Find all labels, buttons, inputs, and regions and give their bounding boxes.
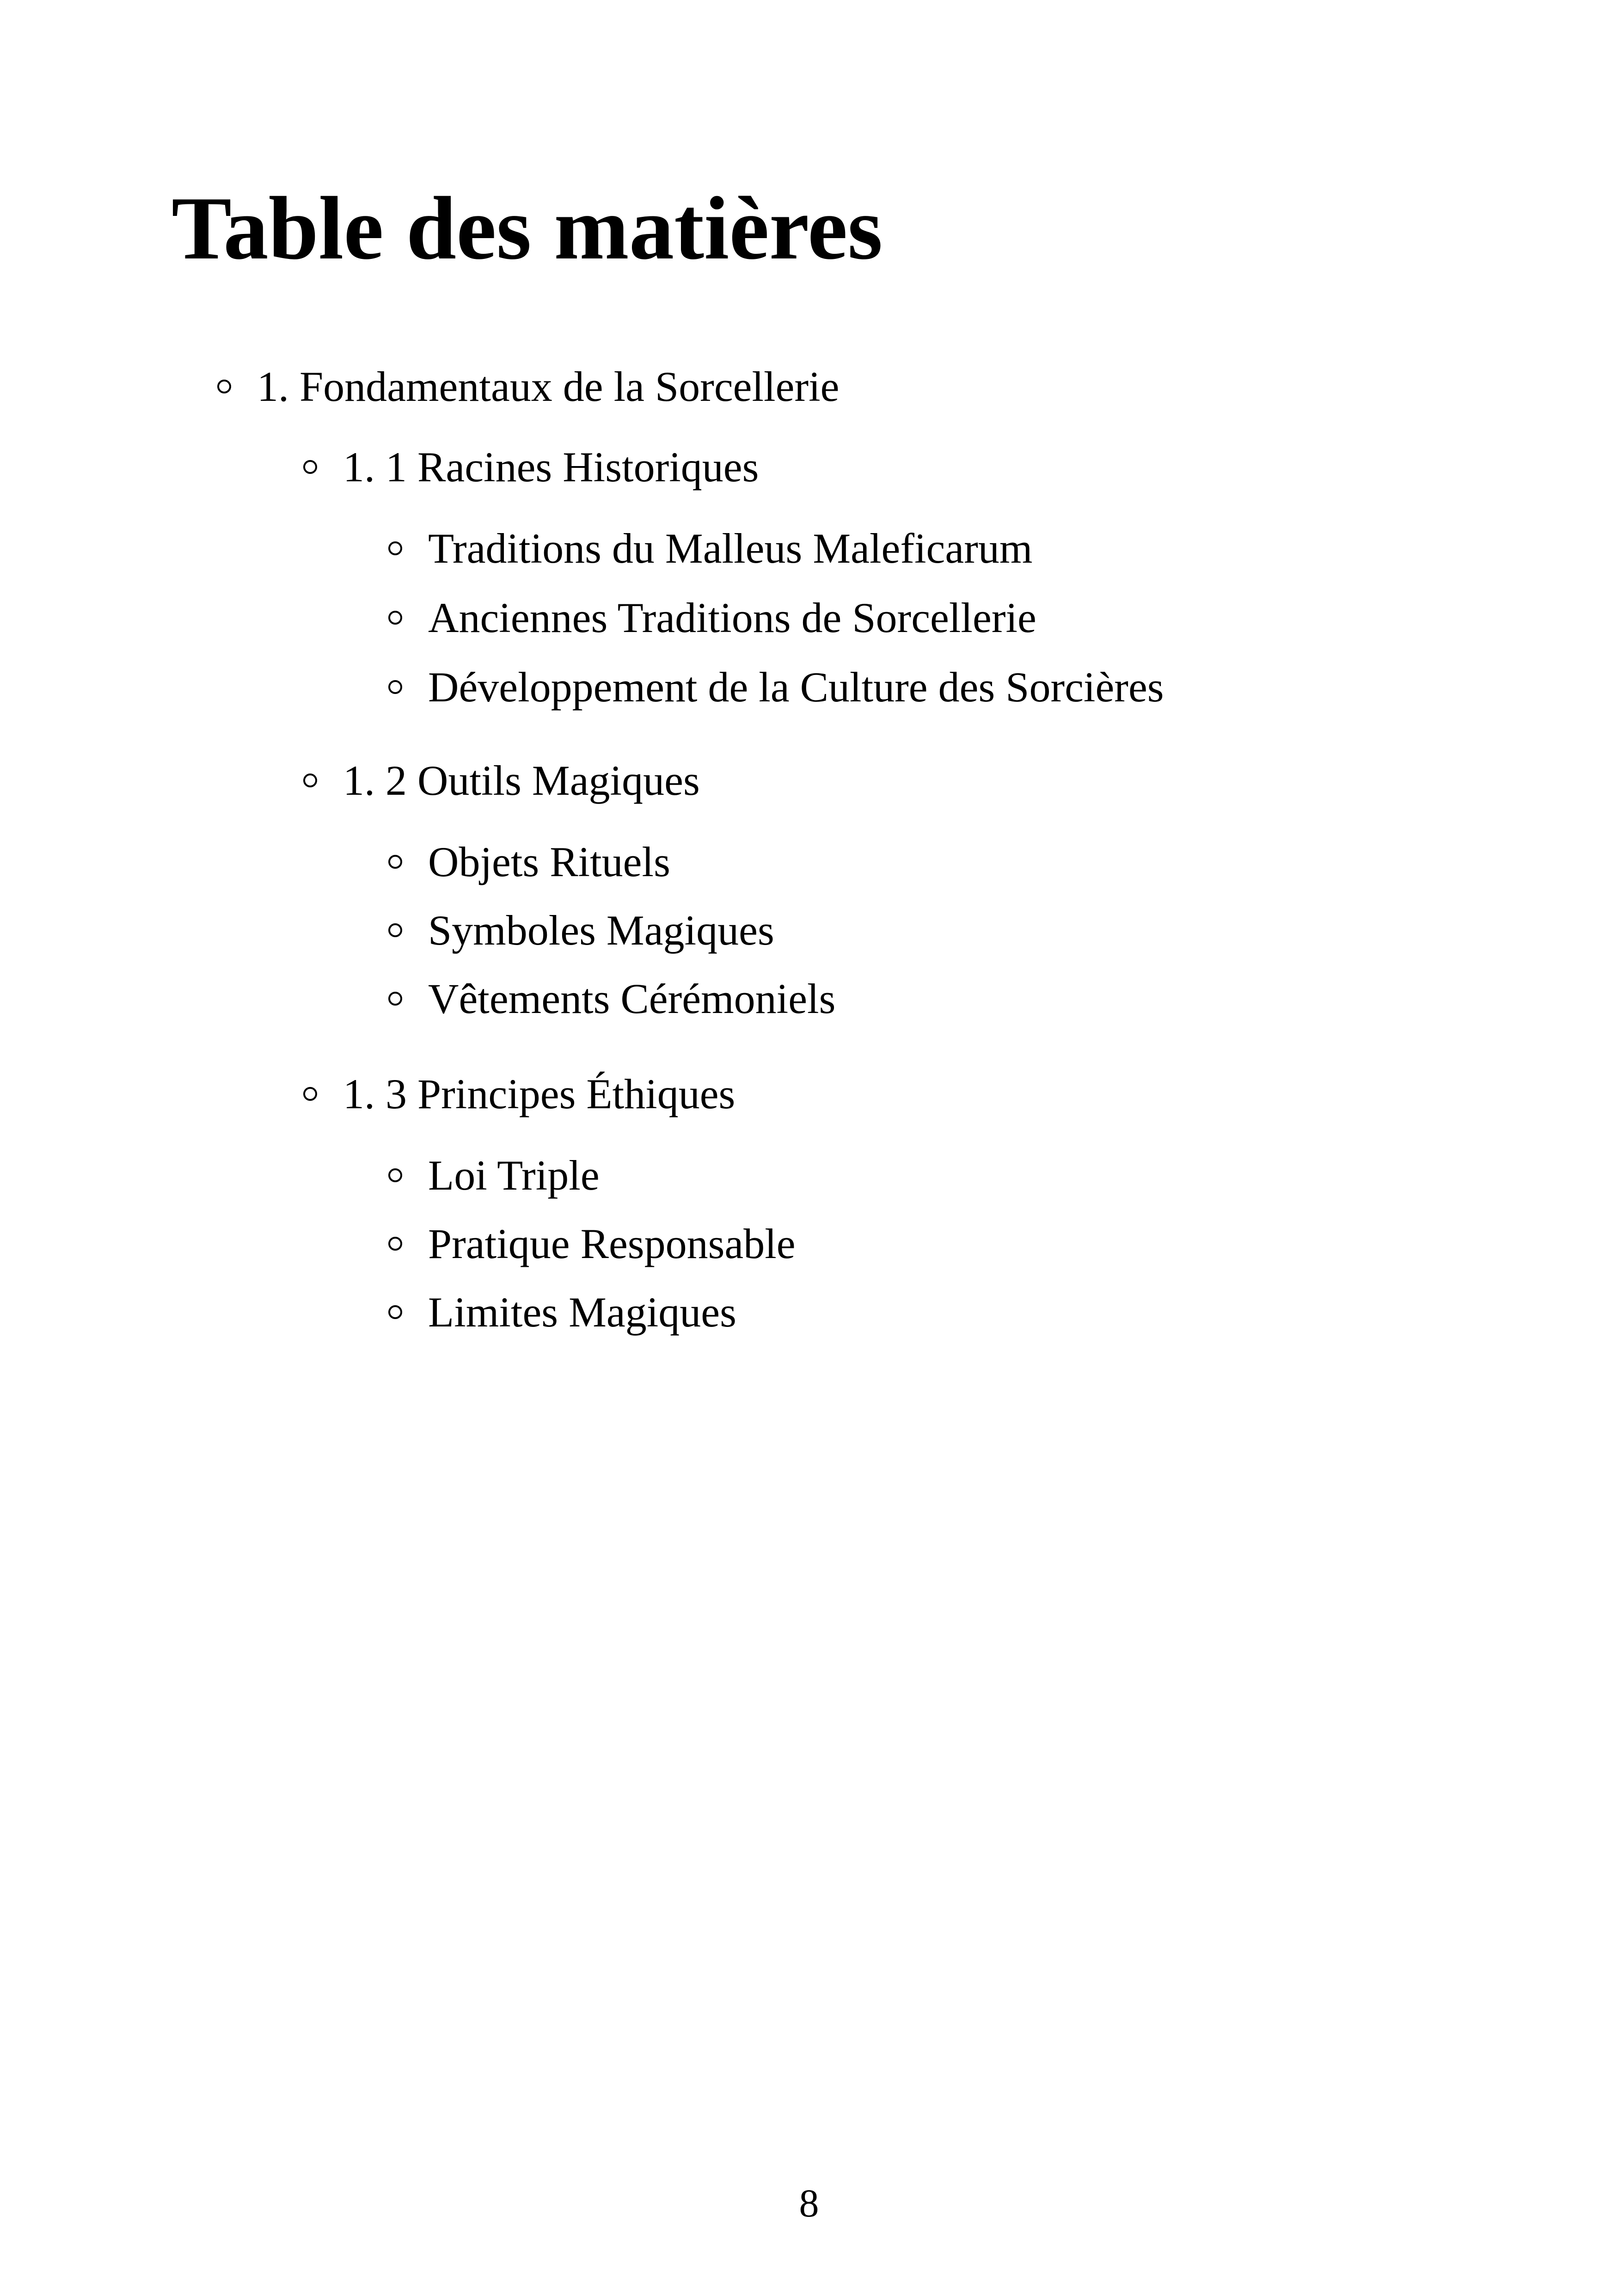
hollow-circle-icon <box>388 1168 402 1182</box>
toc-item-label: Pratique Responsable <box>428 1220 796 1267</box>
toc-item[interactable] <box>388 902 774 958</box>
hollow-circle-icon <box>217 380 231 393</box>
hollow-circle-icon <box>388 1237 402 1251</box>
toc-section-label: 1. 2 Outils Magiques <box>343 757 700 804</box>
page-number: 8 <box>799 2181 819 2225</box>
toc-chapter-1[interactable] <box>217 359 839 414</box>
toc-item-label: Loi Triple <box>428 1152 600 1199</box>
hollow-circle-icon <box>388 855 402 869</box>
hollow-circle-icon <box>388 923 402 937</box>
toc-section-1-2[interactable] <box>303 753 700 808</box>
hollow-circle-icon <box>388 992 402 1006</box>
hollow-circle-icon <box>388 1305 402 1319</box>
toc-item[interactable] <box>388 521 1032 576</box>
toc-item[interactable] <box>388 659 1164 715</box>
toc-item[interactable] <box>388 834 670 890</box>
toc-item-label: Développement de la Culture des Sorcières <box>428 663 1164 711</box>
toc-item-label: Symboles Magiques <box>428 907 774 954</box>
toc-item[interactable] <box>388 1284 736 1340</box>
toc-item[interactable] <box>388 1216 796 1271</box>
toc-section-1-3[interactable] <box>303 1066 735 1122</box>
toc-item[interactable] <box>388 590 1036 645</box>
hollow-circle-icon <box>388 680 402 694</box>
toc-item-label: Anciennes Traditions de Sorcellerie <box>428 594 1036 641</box>
toc-item-label: Vêtements Cérémoniels <box>428 975 836 1022</box>
toc-chapter-label: 1. Fondamentaux de la Sorcellerie <box>257 363 840 410</box>
hollow-circle-icon <box>388 541 402 555</box>
toc-item[interactable] <box>388 1148 600 1203</box>
page-title: Table des matières <box>172 178 883 278</box>
toc-section-label: 1. 3 Principes Éthiques <box>343 1070 735 1117</box>
toc-section-label: 1. 1 Racines Historiques <box>343 443 759 491</box>
hollow-circle-icon <box>303 460 317 474</box>
toc-section-1-1[interactable] <box>303 439 759 495</box>
hollow-circle-icon <box>388 611 402 625</box>
toc-item-label: Objets Rituels <box>428 838 670 885</box>
hollow-circle-icon <box>303 774 317 787</box>
hollow-circle-icon <box>303 1087 317 1101</box>
toc-item-label: Traditions du Malleus Maleficarum <box>428 525 1033 572</box>
toc-item[interactable] <box>388 971 835 1026</box>
toc-item-label: Limites Magiques <box>428 1289 736 1336</box>
